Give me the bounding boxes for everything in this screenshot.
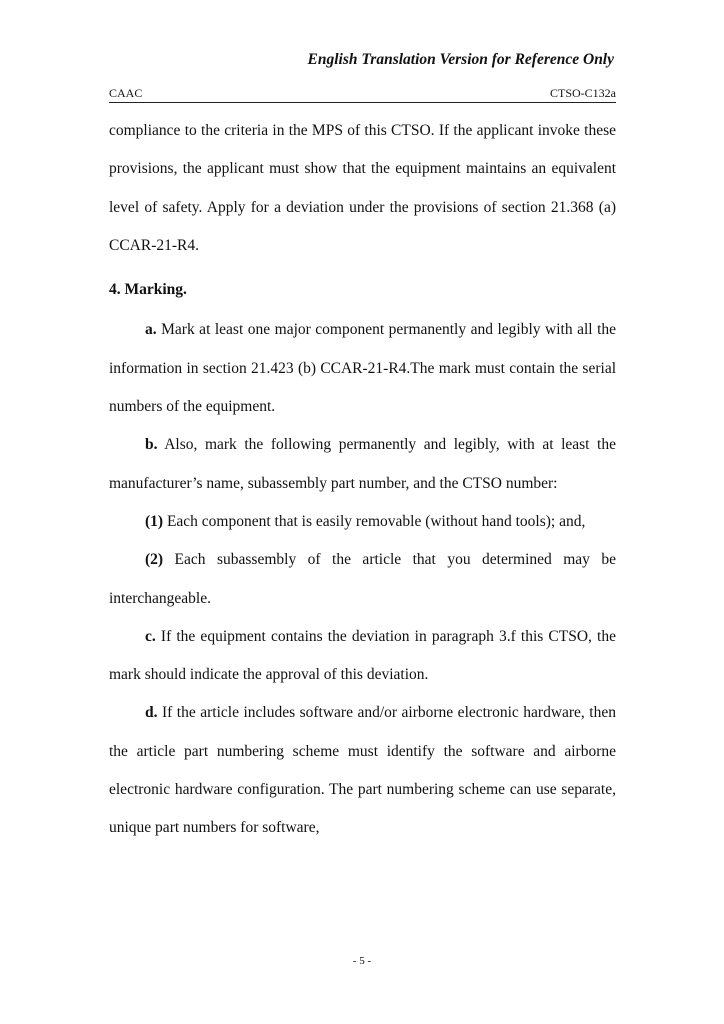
header-document-id: CTSO-C132a <box>550 86 616 100</box>
translation-banner: English Translation Version for Reference Only <box>307 51 614 68</box>
page-header <box>109 86 616 103</box>
paragraph-b1-text: Each component that is easily removable (without hand tools); and, <box>163 512 586 530</box>
paragraph-c-label: c. <box>145 627 156 645</box>
section-heading <box>109 271 616 309</box>
paragraph-c <box>109 618 616 695</box>
paragraph-c-text: If the equipment contains the deviation in paragraph 3.f this CTSO, the mark should indicate the approval of this deviation. <box>109 627 616 684</box>
document-body <box>109 112 616 848</box>
paragraph-a-label: a. <box>145 321 157 339</box>
section-heading-text: 4. Marking. <box>109 281 187 299</box>
paragraph-d <box>109 694 616 847</box>
paragraph-b1 <box>109 503 616 541</box>
paragraph-a <box>109 311 616 426</box>
paragraph-d-label: d. <box>145 704 158 722</box>
paragraph-d-text: If the article includes software and/or airborne electronic hardware, then the article part numbering scheme must identify the software and airborne electronic hardware configuration. The part numbering scheme can use separate, unique part numbers for software, <box>109 704 616 837</box>
paragraph-b-label: b. <box>145 436 158 454</box>
paragraph-b2 <box>109 541 616 618</box>
paragraph-b2-text: Each subassembly of the article that you determined may be interchangeable. <box>109 551 616 607</box>
paragraph-b <box>109 426 616 503</box>
paragraph-b2-label: (2) <box>145 551 164 569</box>
page-number: - 5 - <box>352 955 372 967</box>
paragraph-a-text: Mark at least one major component permanently and legibly with all the information in section 21.423 (b) CCAR-21-R4.The mark must contain the serial numbers of the equipment. <box>109 321 616 416</box>
paragraph-b-text: Also, mark the following permanently and legibly, with at least the manufacturer’s name, subassembly part number, and the CTSO number: <box>109 436 616 492</box>
intro-paragraph: compliance to the criteria in the MPS of this CTSO. If the applicant invoke these provisions, the applicant must show that the equipment maintains an equivalent level of safety. Apply for a deviation under the provisions of section 21.368 (a) CCAR-21-R4. <box>109 122 616 254</box>
header-agency: CAAC <box>109 86 143 100</box>
paragraph-b1-label: (1) <box>145 512 164 530</box>
